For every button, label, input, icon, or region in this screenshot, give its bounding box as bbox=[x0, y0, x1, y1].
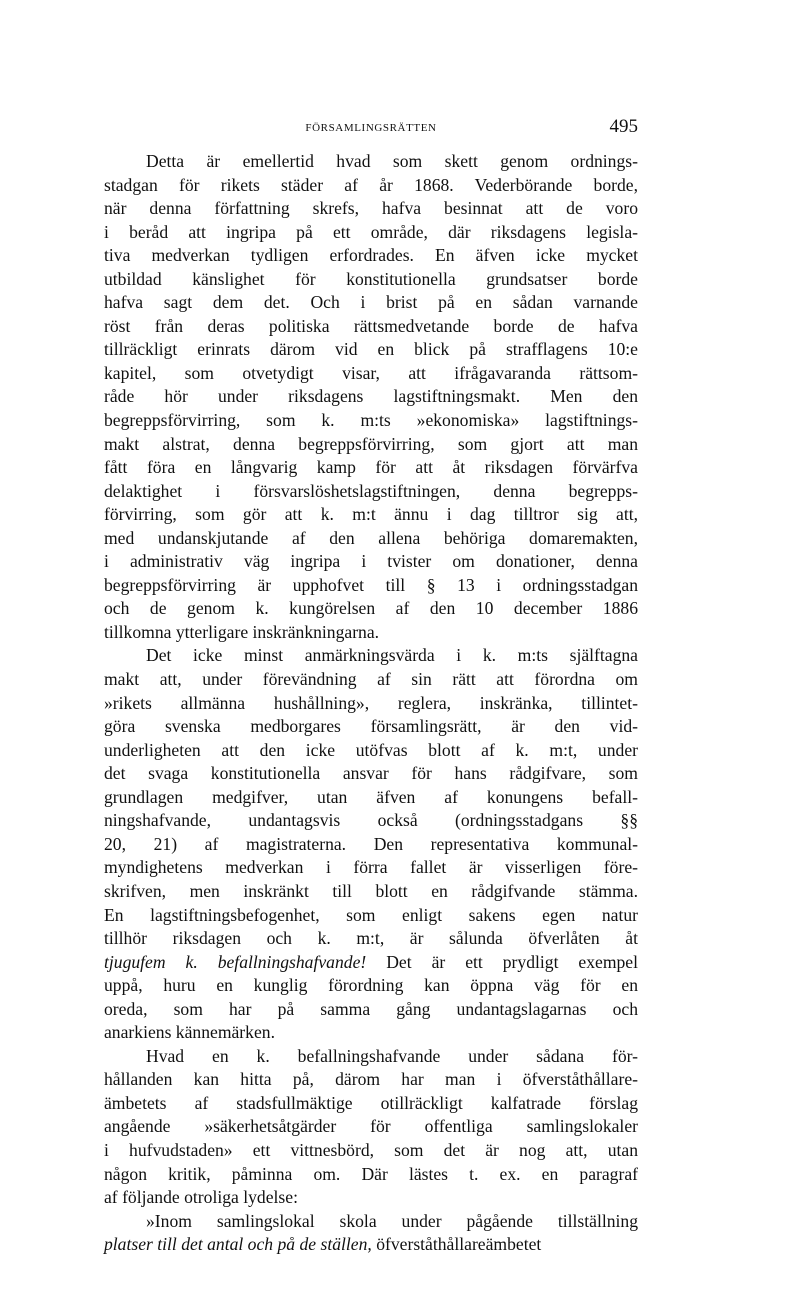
text-line: någon kritik, påminna om. Där lästes t. ex. en paragraf bbox=[104, 1163, 638, 1184]
text-line: hållanden kan hitta på, därom har man i öfverståthållare- bbox=[104, 1069, 638, 1090]
paragraph bbox=[104, 150, 638, 644]
text-line: »Inom samlingslokal skola under pågående tillställning bbox=[146, 1210, 638, 1231]
text-line: i hufvudstaden» ett vittnesbörd, som det är nog att, utan bbox=[104, 1139, 638, 1160]
text-line: angående »säkerhetsåtgärder för offentliga samlingslokaler bbox=[104, 1116, 638, 1137]
text-line: det svaga konstitutionella ansvar för hans rådgifvare, som bbox=[104, 763, 638, 784]
text-line: grundlagen medgifver, utan äfven af konungens befall- bbox=[104, 786, 638, 807]
text-line: fått föra en långvarig kamp för att åt riksdagen förvärfva bbox=[104, 457, 638, 478]
text-line: makt alstrat, denna begreppsförvirring, som gjort att man bbox=[104, 433, 638, 454]
text-line: oreda, som har på samma gång undantagslagarnas och bbox=[104, 998, 638, 1019]
text-line: 20, 21) af magistraterna. Den representativa kommunal- bbox=[104, 833, 638, 854]
text-line: Detta är emellertid hvad som skett genom ordnings- bbox=[146, 151, 638, 171]
text-line: ämbetets af stadsfullmäktige otillräckligt kalfatrade förslag bbox=[104, 1092, 638, 1113]
text-line: myndighetens medverkan i förra fallet är visserligen före- bbox=[104, 857, 638, 878]
text-line: tillkomna ytterligare inskränkningarna. bbox=[104, 621, 380, 642]
text-line: i beråd att ingripa på ett område, där riksdagens legisla- bbox=[104, 221, 638, 242]
text-line: hafva sagt dem det. Och i brist på en sådan varnande bbox=[104, 292, 638, 313]
text-line: tiva medverkan tydligen erfordrades. En äfven icke mycket bbox=[104, 245, 638, 266]
paragraph bbox=[104, 1045, 638, 1210]
text-line: stadgan för rikets städer af år 1868. Vederbörande borde, bbox=[104, 174, 638, 195]
text-line: röst från deras politiska rättsmedvetande borde de hafva bbox=[104, 315, 638, 336]
text-line: platser till det antal och på de ställen, öfverståthållareämbetet bbox=[104, 1234, 542, 1255]
page-number: 495 bbox=[609, 116, 638, 137]
text-line: tjugufem k. befallningshafvande! Det är ett prydligt exempel bbox=[104, 951, 639, 972]
running-head bbox=[104, 116, 638, 140]
text-line: göra svenska medborgares församlingsrätt, är den vid- bbox=[104, 716, 638, 737]
text-line: i administrativ väg ingripa i tvister om donationer, denna bbox=[104, 551, 638, 572]
paragraph bbox=[104, 1210, 638, 1257]
text-line: utbildad känslighet för konstitutionella grundsatser borde bbox=[104, 268, 638, 289]
text-line: tillhör riksdagen och k. m:t, är sålunda öfverlåten åt bbox=[104, 928, 638, 949]
running-title: FÖRSAMLINGSRÄTTEN bbox=[305, 122, 437, 134]
text-line: råde hör under riksdagens lagstiftningsmakt. Men den bbox=[104, 386, 638, 407]
text-line: »rikets allmänna hushållning», reglera, inskränka, tillintet- bbox=[104, 692, 638, 713]
text-line: när denna författning skrefs, hafva besinnat att de voro bbox=[104, 198, 638, 219]
body-text bbox=[104, 150, 638, 1257]
text-line: anarkiens kännemärken. bbox=[104, 1022, 275, 1043]
text-line: Hvad en k. befallningshafvande under sådana för- bbox=[146, 1045, 638, 1066]
text-line: förvirring, som gör att k. m:t ännu i dag tilltror sig att, bbox=[104, 504, 638, 525]
text-line: begreppsförvirring är upphofvet till § 13 i ordningsstadgan bbox=[104, 574, 638, 595]
text-line: begreppsförvirring, som k. m:ts »ekonomiska» lagstiftnings- bbox=[104, 410, 638, 431]
italic-phrase: platser till det antal och på de ställen, bbox=[104, 1234, 372, 1255]
paragraph bbox=[104, 644, 638, 1044]
text-line: och de genom k. kungörelsen af den 10 december 1886 bbox=[104, 598, 638, 619]
text-line: skrifven, men inskränkt till blott en rådgifvande stämma. bbox=[104, 880, 638, 901]
text-line: uppå, huru en kunglig förordning kan öppna väg för en bbox=[104, 975, 638, 996]
text-line: med undanskjutande af den allena behöriga domaremakten, bbox=[104, 527, 638, 548]
text-line: underligheten att den icke utöfvas blott af k. m:t, under bbox=[104, 739, 638, 760]
text-line: ningshafvande, undantagsvis också (ordningsstadgans §§ bbox=[104, 810, 638, 831]
text-line: makt att, under förevändning af sin rätt att förordna om bbox=[104, 669, 638, 690]
text-line: En lagstiftningsbefogenhet, som enligt sakens egen natur bbox=[104, 904, 638, 925]
text-line: Det icke minst anmärkningsvärda i k. m:ts själftagna bbox=[146, 645, 638, 666]
text-line: tillräckligt erinrats därom vid en blick på strafflagens 10:e bbox=[104, 339, 638, 360]
italic-phrase: tjugufem k. befallningshafvande! bbox=[104, 951, 367, 972]
text-line: kapitel, som otvetydigt visar, att ifrågavaranda rättsom- bbox=[104, 362, 638, 383]
text-line: af följande otroliga lydelse: bbox=[104, 1187, 298, 1208]
text-line: delaktighet i försvarslöshetslagstiftningen, denna begrepps- bbox=[104, 480, 638, 501]
